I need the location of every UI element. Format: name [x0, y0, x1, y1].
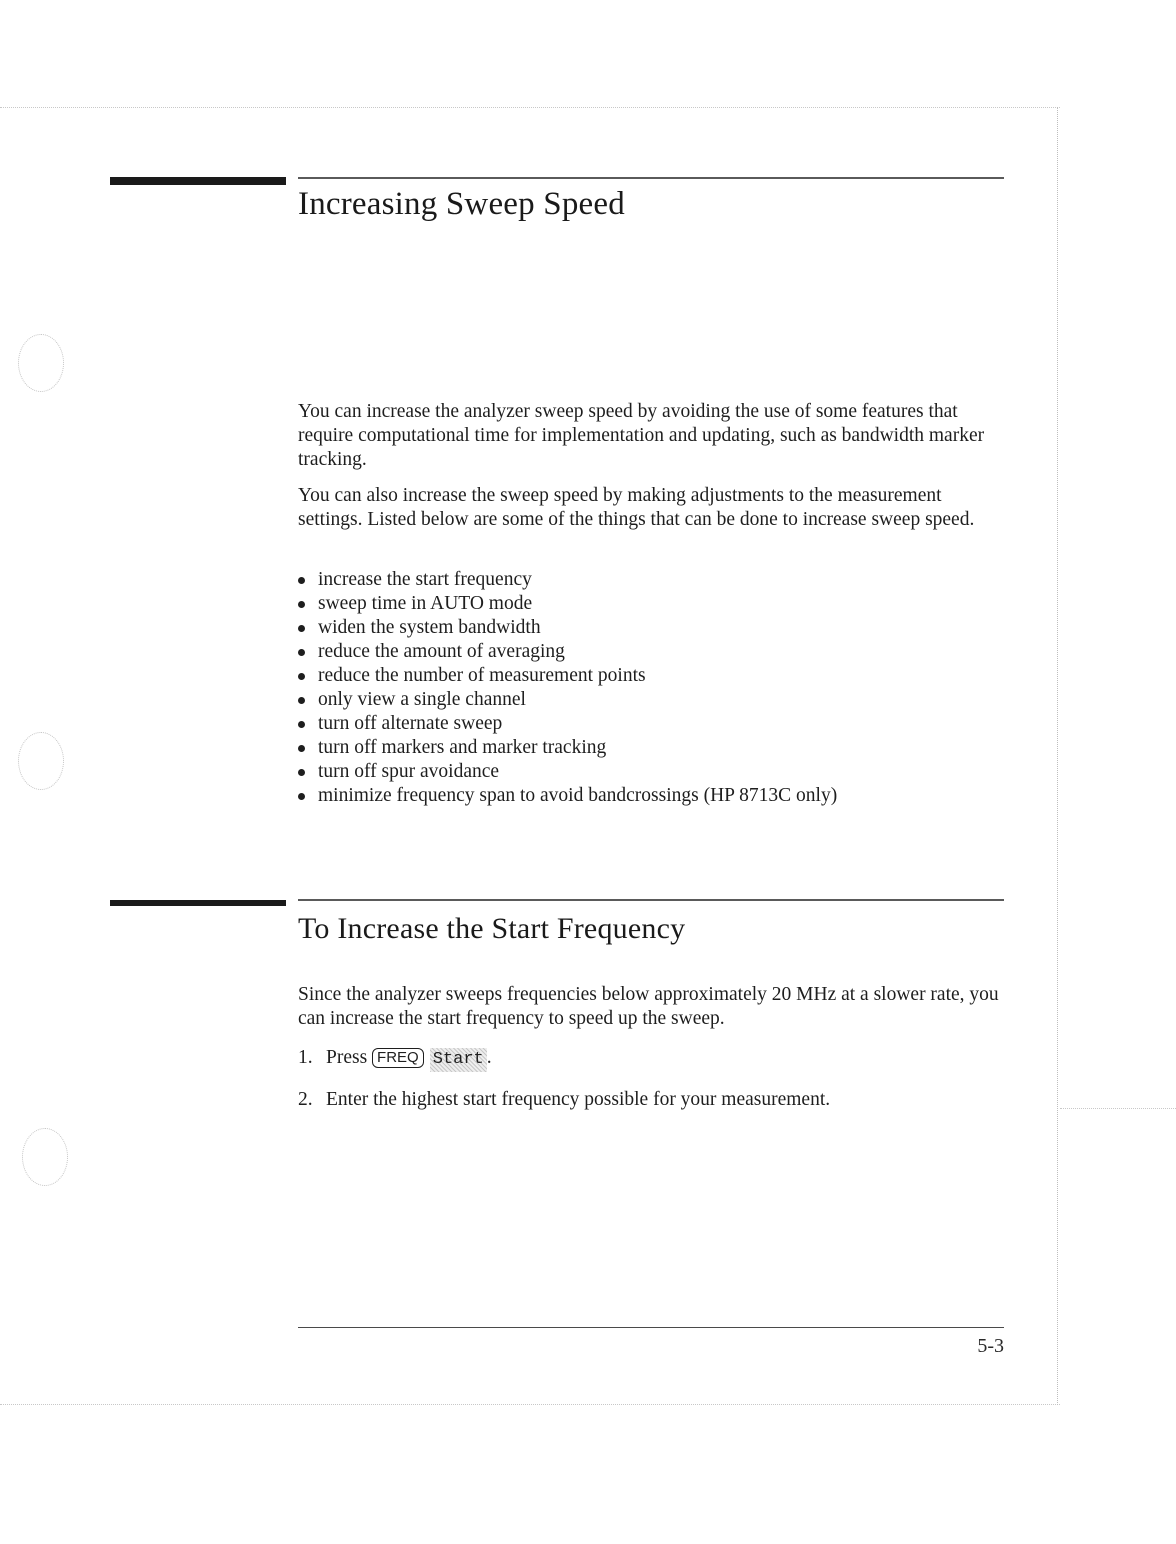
list-item: only view a single channel	[298, 688, 1018, 712]
bullet-icon	[298, 769, 305, 776]
bullet-icon	[298, 673, 305, 680]
section-marker-bar	[110, 177, 286, 185]
binder-hole-middle	[18, 732, 64, 790]
binder-hole-top	[18, 334, 64, 392]
step-suffix: .	[486, 1047, 492, 1068]
bullet-icon	[298, 745, 305, 752]
step-number: 2.	[298, 1089, 313, 1110]
sweep-speed-tips-list	[298, 568, 1018, 808]
list-item: increase the start frequency	[298, 568, 1018, 592]
start-softkey: Start	[430, 1048, 487, 1072]
scan-border-top	[0, 107, 1060, 108]
list-item: turn off markers and marker tracking	[298, 736, 1018, 760]
list-item: reduce the number of measurement points	[298, 664, 1018, 688]
adjustments-paragraph: You can also increase the sweep speed by making adjustments to the measurement settings. Listed below are some of the things that can be done to increase sweep speed.	[298, 485, 975, 530]
scan-border-right	[1057, 107, 1058, 1405]
section-heading: Increasing Sweep Speed	[298, 186, 625, 222]
intro-paragraph: You can increase the analyzer sweep speed by avoiding the use of some features that require computational time for implementation and updating, such as bandwidth marker tracking.	[298, 401, 985, 470]
step-text: Enter the highest start frequency possible for your measurement.	[326, 1089, 831, 1110]
list-item: turn off spur avoidance	[298, 760, 1018, 784]
freq-hardkey: FREQ	[372, 1048, 424, 1068]
list-item: turn off alternate sweep	[298, 712, 1018, 736]
list-item: sweep time in AUTO mode	[298, 592, 1018, 616]
section-heading: To Increase the Start Frequency	[298, 912, 686, 945]
list-item: reduce the amount of averaging	[298, 640, 1018, 664]
bullet-icon	[298, 697, 305, 704]
step-number: 1.	[298, 1047, 313, 1068]
page-number: 5-3	[977, 1335, 1004, 1357]
bullet-icon	[298, 625, 305, 632]
scan-edge-mark	[1060, 1108, 1176, 1109]
bullet-icon	[298, 601, 305, 608]
bullet-icon	[298, 793, 305, 800]
section-rule	[298, 899, 1004, 901]
bullet-icon	[298, 649, 305, 656]
section-rule	[298, 177, 1004, 179]
list-item: minimize frequency span to avoid bandcrossings (HP 8713C only)	[298, 784, 1018, 808]
start-frequency-paragraph: Since the analyzer sweeps frequencies below approximately 20 MHz at a slower rate, you can increase the start frequency to speed up the sweep.	[298, 984, 999, 1029]
binder-hole-bottom	[22, 1128, 68, 1186]
step-text: Press	[326, 1047, 368, 1068]
step-1	[298, 1046, 492, 1072]
list-item: widen the system bandwidth	[298, 616, 1018, 640]
scan-border-bottom	[0, 1404, 1060, 1405]
bullet-icon	[298, 577, 305, 584]
footer-rule	[298, 1327, 1004, 1328]
bullet-icon	[298, 721, 305, 728]
section-marker-bar	[110, 900, 286, 906]
step-2	[298, 1088, 830, 1112]
